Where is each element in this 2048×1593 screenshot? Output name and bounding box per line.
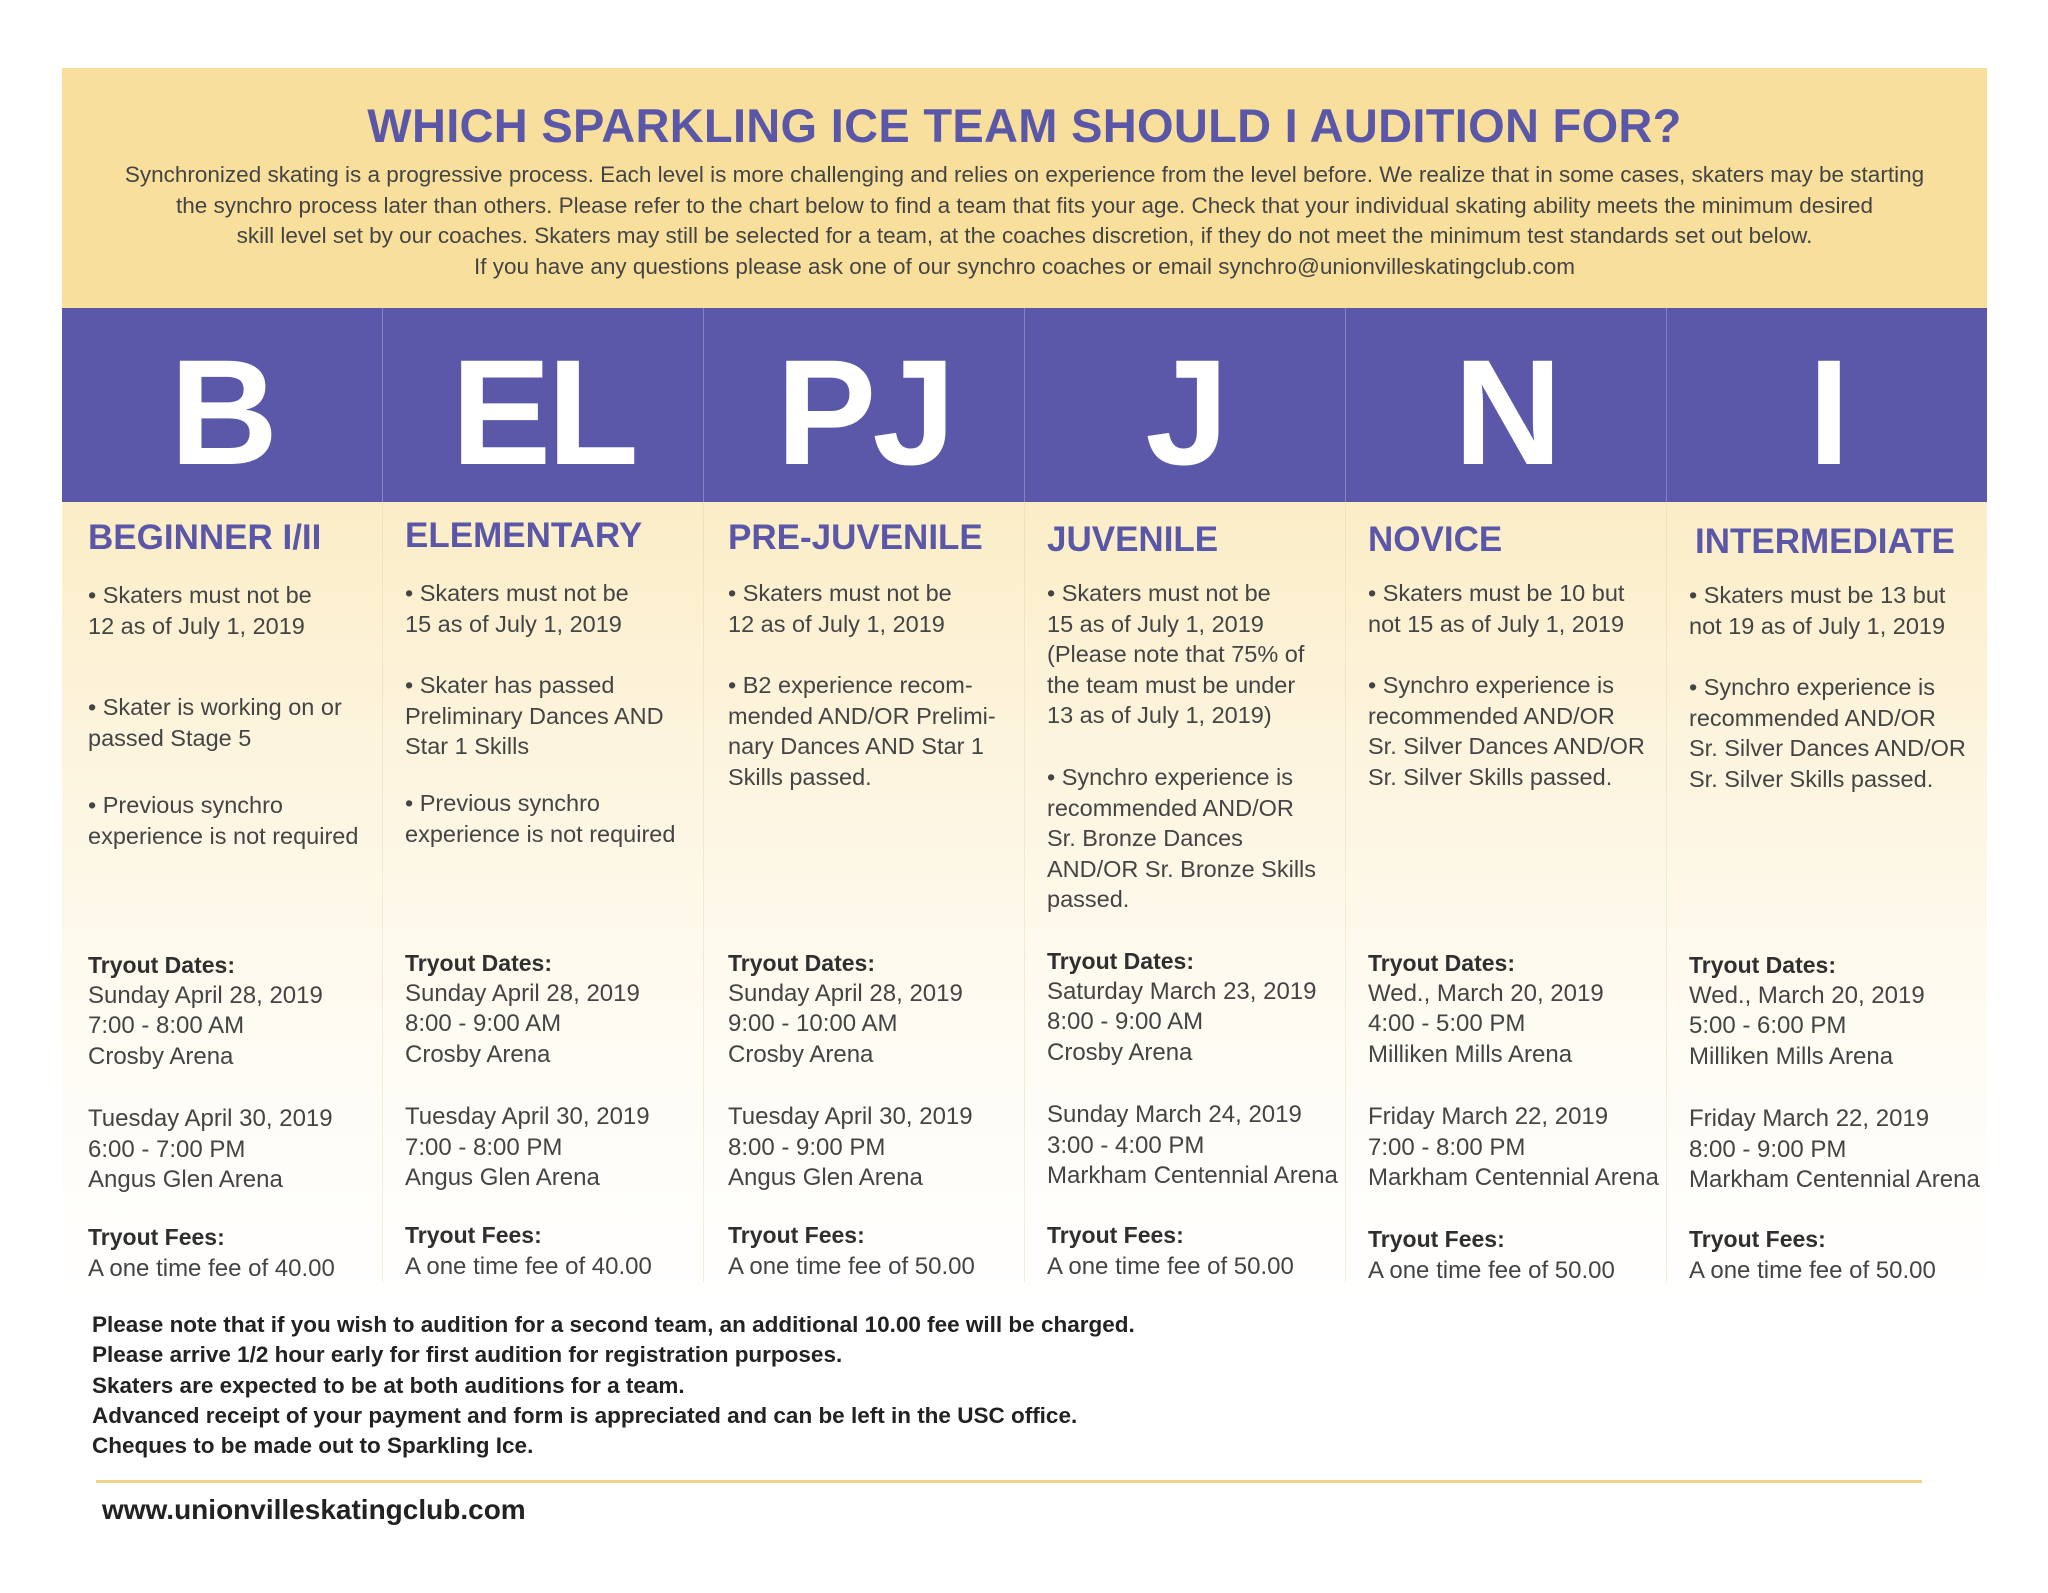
session-line: Milliken Mills Arena — [1689, 1042, 1894, 1070]
session-line: Crosby Arena — [88, 1042, 234, 1070]
session-spacer — [1368, 1070, 1659, 1102]
requirement-line: recommended AND/OR — [1689, 704, 1936, 731]
team-letter-n: N — [1346, 308, 1667, 502]
requirement-line: • Synchro experience is — [1368, 672, 1614, 698]
requirement — [1047, 578, 1304, 731]
requirement-line: • Skater has passed — [405, 672, 615, 698]
team-column-i — [1667, 502, 1987, 1282]
session-line: 9:00 - 10:00 AM — [728, 1010, 898, 1037]
session-line: Tuesday April 30, 2019 — [88, 1105, 333, 1132]
requirement-line: Preliminary Dances AND — [405, 702, 664, 729]
requirement-line: • Skaters must not be — [88, 582, 312, 608]
requirement-line: • Synchro experience is — [1689, 674, 1935, 700]
requirement — [405, 670, 664, 762]
note-line: Advanced receipt of your payment and form is appreciated and can be left in the USC office. — [92, 1402, 1078, 1428]
requirement-line: Sr. Silver Dances AND/OR — [1689, 735, 1966, 761]
tryout-fee-value: A one time fee of 40.00 — [405, 1253, 652, 1280]
session-line: 7:00 - 8:00 AM — [88, 1012, 245, 1039]
session-line: Crosby Arena — [1047, 1038, 1193, 1066]
requirement — [88, 692, 342, 753]
tryout-fee-value: A one time fee of 50.00 — [728, 1253, 975, 1280]
session-spacer — [88, 1072, 333, 1104]
requirement — [88, 790, 358, 851]
requirement — [1689, 672, 1966, 794]
tryout-fees — [728, 1220, 975, 1282]
tryout-dates-label: Tryout Dates: — [88, 952, 235, 978]
requirement-line: experience is not required — [88, 822, 359, 849]
session-line: Sunday March 24, 2019 — [1047, 1101, 1302, 1128]
team-name: JUVENILE — [1047, 520, 1219, 559]
session-line: Angus Glen Arena — [405, 1164, 600, 1191]
session-line: 8:00 - 9:00 PM — [728, 1133, 886, 1161]
tryout-fees — [405, 1220, 652, 1282]
tryout-dates-label: Tryout Dates: — [728, 950, 875, 976]
note-line: Please note that if you wish to audition for a second team, an additional 10.00 fee will be charged. — [92, 1312, 1135, 1337]
tryout-fees — [88, 1222, 335, 1284]
tryout-dates-label: Tryout Dates: — [1689, 952, 1836, 978]
session-line: 7:00 - 8:00 PM — [1368, 1133, 1526, 1161]
tryout-fees-label: Tryout Fees: — [1689, 1226, 1826, 1252]
header — [62, 68, 1987, 308]
intro-text — [82, 160, 1967, 282]
requirement-line: • Skaters must not be — [405, 580, 629, 606]
session-line: 8:00 - 9:00 AM — [405, 1010, 562, 1037]
team-letter-el: EL — [383, 308, 704, 502]
session-line: Sunday April 28, 2019 — [728, 979, 963, 1007]
team-letter-pj: PJ — [704, 308, 1025, 502]
requirement-line: • Skaters must be 10 but — [1368, 580, 1625, 606]
team-column-n — [1346, 502, 1667, 1282]
requirement-line: Sr. Silver Dances AND/OR — [1368, 733, 1645, 759]
tryout-dates — [1368, 948, 1659, 1194]
team-column-el — [383, 502, 704, 1282]
requirement-line: Skills passed. — [728, 763, 872, 790]
requirement-line: • Skaters must be 13 but — [1689, 582, 1946, 608]
team-name: PRE-JUVENILE — [728, 518, 983, 557]
tryout-fees — [1368, 1224, 1615, 1286]
tryout-dates — [88, 950, 333, 1196]
requirement — [405, 788, 675, 849]
requirement-line: recommended AND/OR — [1368, 702, 1615, 729]
requirement-line: not 19 as of July 1, 2019 — [1689, 612, 1946, 639]
tryout-fees-label: Tryout Fees: — [88, 1224, 225, 1250]
tryout-fees-label: Tryout Fees: — [405, 1222, 542, 1248]
requirement-line: • Synchro experience is — [1047, 764, 1293, 790]
session-line: Angus Glen Arena — [88, 1166, 283, 1193]
requirement — [1368, 670, 1645, 792]
requirement-line: recommended AND/OR — [1047, 794, 1294, 821]
tryout-fees-label: Tryout Fees: — [728, 1222, 865, 1248]
requirement-line: Star 1 Skills — [405, 733, 530, 759]
tryout-fees-label: Tryout Fees: — [1368, 1226, 1505, 1252]
requirement — [728, 670, 996, 792]
tryout-fees — [1047, 1220, 1294, 1282]
requirement-line: Sr. Silver Skills passed. — [1689, 765, 1934, 792]
requirement-line: mended AND/OR Prelimi- — [728, 702, 996, 729]
note-line: Please arrive 1/2 hour early for first audition for registration purposes. — [92, 1342, 843, 1368]
requirement-line: not 15 as of July 1, 2019 — [1368, 610, 1625, 637]
requirement — [1047, 762, 1316, 915]
footer-divider — [96, 1480, 1922, 1483]
tryout-fees-label: Tryout Fees: — [1047, 1222, 1184, 1248]
requirement-line: passed. — [1047, 886, 1130, 912]
note-line: Cheques to be made out to Sparkling Ice. — [92, 1433, 534, 1459]
requirement-line: • Skaters must not be — [728, 580, 952, 606]
session-line: 8:00 - 9:00 PM — [1689, 1135, 1847, 1163]
requirement-line: 15 as of July 1, 2019 — [405, 610, 622, 637]
tryout-fee-value: A one time fee of 50.00 — [1047, 1253, 1294, 1280]
session-line: Tuesday April 30, 2019 — [728, 1103, 973, 1130]
session-line: 4:00 - 5:00 PM — [1368, 1010, 1526, 1037]
session-line: Crosby Arena — [405, 1040, 551, 1068]
tryout-dates-label: Tryout Dates: — [405, 950, 552, 976]
intro-line: the synchro process later than others. Please refer to the chart below to find a team that fits your age. Check that your individual skating ability meets the minimum desired — [175, 192, 1874, 218]
session-line: Markham Centennial Arena — [1368, 1164, 1659, 1191]
requirement — [1689, 580, 1945, 641]
team-column-j — [1025, 502, 1346, 1282]
team-letter-band — [62, 308, 1987, 502]
requirement-line: 15 as of July 1, 2019 — [1047, 610, 1264, 637]
intro-line: Synchronized skating is a progressive process. Each level is more challenging and relies on experience from the level before. We realize that in some cases, skaters may be starting — [124, 162, 1925, 187]
page-title: WHICH SPARKLING ICE TEAM SHOULD I AUDITION FOR? — [367, 99, 1682, 152]
session-line: 6:00 - 7:00 PM — [88, 1135, 246, 1163]
requirement-line: • Skater is working on or — [88, 694, 342, 720]
session-line: Sunday April 28, 2019 — [88, 981, 323, 1009]
requirement-line: • Skaters must not be — [1047, 580, 1271, 606]
requirement — [405, 578, 629, 639]
website-link[interactable]: www.unionvilleskatingclub.com — [102, 1494, 526, 1525]
requirement-line: Sr. Silver Skills passed. — [1368, 763, 1613, 790]
tryout-dates — [1689, 950, 1980, 1196]
requirement-line: passed Stage 5 — [88, 724, 252, 751]
requirement-line: 12 as of July 1, 2019 — [728, 610, 945, 637]
intro-line: skill level set by our coaches. Skaters may still be selected for a team, at the coaches discretion, if they do not meet the minimum test standards set out below. — [236, 223, 1813, 248]
session-line: 8:00 - 9:00 AM — [1047, 1008, 1204, 1035]
tryout-dates — [728, 948, 973, 1194]
tryout-dates — [1047, 946, 1338, 1192]
session-line: Sunday April 28, 2019 — [405, 979, 640, 1007]
team-letter-j: J — [1025, 308, 1346, 502]
session-spacer — [728, 1070, 973, 1102]
requirement-line: • B2 experience recom- — [728, 672, 973, 698]
team-name: NOVICE — [1368, 520, 1503, 559]
team-name: BEGINNER I/II — [88, 518, 322, 557]
team-name: INTERMEDIATE — [1695, 522, 1955, 561]
session-line: Milliken Mills Arena — [1368, 1040, 1573, 1068]
team-columns — [62, 502, 1987, 1282]
session-spacer — [1689, 1072, 1980, 1104]
session-line: Crosby Arena — [728, 1040, 874, 1068]
intro-line: If you have any questions please ask one of our synchro coaches or email synchro@unionvilleskatingclub.com — [474, 253, 1575, 279]
session-line: 3:00 - 4:00 PM — [1047, 1131, 1205, 1159]
requirement-line: the team must be under — [1047, 671, 1296, 698]
requirement-line: 13 as of July 1, 2019) — [1047, 702, 1272, 728]
session-line: 5:00 - 6:00 PM — [1689, 1012, 1847, 1039]
tryout-dates-label: Tryout Dates: — [1368, 950, 1515, 976]
requirement — [1368, 578, 1624, 639]
requirement-line: (Please note that 75% of — [1047, 641, 1305, 667]
session-line: Markham Centennial Arena — [1047, 1162, 1338, 1189]
tryout-dates-label: Tryout Dates: — [1047, 948, 1194, 974]
session-spacer — [1047, 1068, 1338, 1100]
team-letter-i: I — [1808, 327, 1846, 496]
requirement-line: 12 as of July 1, 2019 — [88, 612, 305, 639]
tryout-fee-value: A one time fee of 50.00 — [1368, 1257, 1615, 1284]
team-letter-b: B — [62, 308, 383, 502]
tryout-fees — [1689, 1224, 1936, 1286]
requirement — [728, 578, 952, 639]
tryout-dates — [405, 948, 650, 1194]
team-column-pj — [704, 502, 1025, 1282]
session-spacer — [405, 1070, 650, 1102]
session-line: Tuesday April 30, 2019 — [405, 1103, 650, 1130]
requirement-line: Sr. Bronze Dances — [1047, 825, 1243, 851]
requirement-line: nary Dances AND Star 1 — [728, 733, 984, 759]
team-column-b — [62, 502, 383, 1282]
session-line: Wed., March 20, 2019 — [1368, 979, 1604, 1007]
session-line: Friday March 22, 2019 — [1368, 1103, 1609, 1130]
session-line: Angus Glen Arena — [728, 1164, 923, 1191]
session-line: Wed., March 20, 2019 — [1689, 981, 1925, 1009]
tryout-fee-value: A one time fee of 40.00 — [88, 1255, 335, 1282]
team-name: ELEMENTARY — [405, 516, 643, 555]
requirement-line: experience is not required — [405, 820, 676, 847]
session-line: 7:00 - 8:00 PM — [405, 1133, 563, 1161]
requirement-line: • Previous synchro — [405, 790, 600, 816]
requirement — [88, 580, 312, 641]
requirement-line: • Previous synchro — [88, 792, 283, 818]
tryout-fee-value: A one time fee of 50.00 — [1689, 1257, 1936, 1284]
notes — [92, 1310, 1135, 1461]
requirement-line: AND/OR Sr. Bronze Skills — [1047, 855, 1317, 882]
session-line: Saturday March 23, 2019 — [1047, 977, 1317, 1005]
session-line: Friday March 22, 2019 — [1689, 1105, 1930, 1132]
session-line: Markham Centennial Arena — [1689, 1166, 1980, 1193]
note-line: Skaters are expected to be at both auditions for a team. — [92, 1372, 685, 1398]
